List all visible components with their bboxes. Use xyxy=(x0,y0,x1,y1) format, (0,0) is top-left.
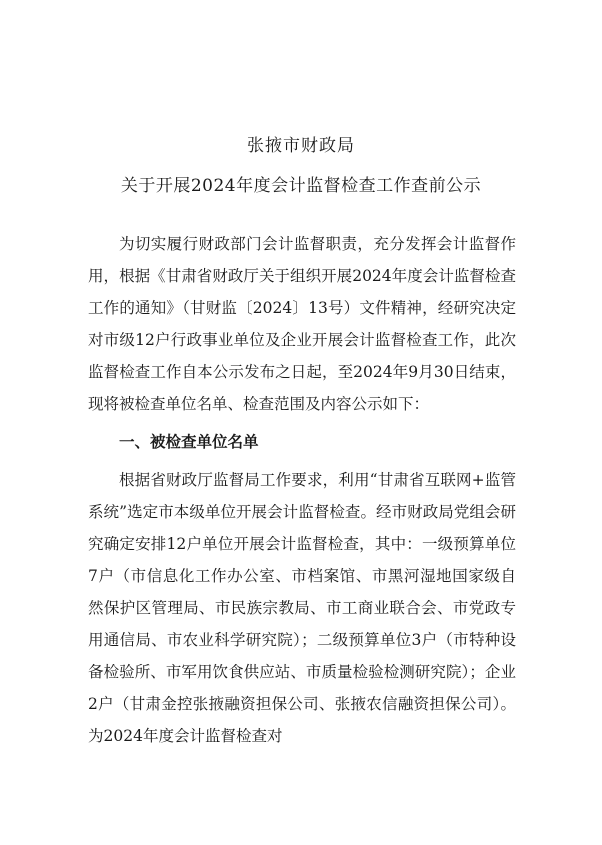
section-heading-1: 一、被检查单位名单 xyxy=(119,433,259,451)
paragraph-intro: 为切实履行财政部门会计监督职责，充分发挥会计监督作用，根据《甘肃省财政厅关于组织开展2024年度会计监督检查工作的通知》（甘财监〔2024〕13号）文件精神，经研究决定对市级12户行政事业单位及企业开展会计监督检查工作，此次监督检查工作自本公示发布之日起，至2024年9月30日结束，现将被检查单位名单、检查范围及内容公示如下： xyxy=(88,235,516,413)
document-body xyxy=(88,228,516,752)
org-title: 张掖市财政局 xyxy=(247,136,355,156)
document-title: 关于开展2024年度会计监督检查工作查前公示 xyxy=(120,176,482,196)
paragraph-unit-list: 根据省财政厅监督局工作要求，利用“甘肃省互联网+监管系统”选定市本级单位开展会计监督检查。经市财政局党组会研究确定安排12户单位开展会计监督检查，其中：一级预算单位7户（市信息化工作办公室、市档案馆、市黑河湿地国家级自然保护区管理局、市民族宗教局、市工商业联合会、市党政专用通信局、市农业科学研究院）；二级预算单位3户（市特种设备检验所、市军用饮食供应站、市质量检验检测研究院）；企业2户（甘肃金控张掖融资担保公司、张掖农信融资担保公司）。为2024年度会计监督检查对 xyxy=(88,471,516,745)
document-header xyxy=(0,132,602,200)
